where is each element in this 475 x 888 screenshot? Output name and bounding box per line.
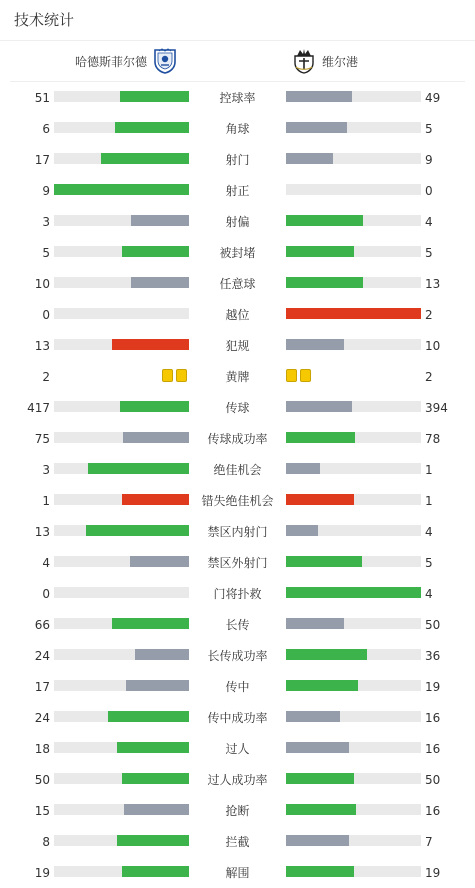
away-stat-bar [286, 401, 352, 412]
home-stat-bar [131, 277, 189, 288]
home-stat-bar-track [54, 556, 189, 567]
home-stat-value: 13 [34, 339, 50, 353]
away-stat-bar [286, 153, 333, 164]
away-stat-bar [286, 711, 340, 722]
away-stat-bar-track [286, 556, 421, 567]
away-stat-bar-track [286, 215, 421, 226]
stat-row [0, 206, 475, 237]
stat-label: 任意球 [219, 277, 256, 291]
stat-row [0, 268, 475, 299]
home-stat-bar [117, 835, 189, 846]
away-stat-bar [286, 122, 347, 133]
stat-label: 错失绝佳机会 [201, 494, 274, 508]
yellow-card-icon [300, 369, 311, 382]
stat-row [0, 175, 475, 206]
stat-row [0, 826, 475, 857]
home-stat-bar-track [54, 246, 189, 257]
away-stat-bar [286, 649, 367, 660]
away-stat-bar-track [286, 184, 421, 195]
away-stat-value: 0 [425, 184, 433, 198]
home-stat-value: 24 [34, 711, 50, 725]
stat-label: 越位 [225, 308, 250, 322]
home-stat-bar [126, 680, 189, 691]
stat-label: 射偏 [225, 215, 250, 229]
stat-row [0, 764, 475, 795]
home-stat-bar [108, 711, 189, 722]
home-stat-value: 0 [42, 587, 50, 601]
home-stat-value: 51 [34, 91, 50, 105]
away-stat-bar-track [286, 91, 421, 102]
home-stat-value: 24 [34, 649, 50, 663]
away-stat-value: 4 [425, 587, 433, 601]
away-stat-value: 19 [425, 866, 441, 880]
stat-row [0, 237, 475, 268]
home-stat-bar [112, 618, 189, 629]
away-stat-bar-track [286, 153, 421, 164]
away-stat-value: 16 [425, 742, 441, 756]
away-stat-bar-track [286, 463, 421, 474]
home-stat-bar [117, 742, 189, 753]
away-team-name: 维尔港 [322, 54, 359, 69]
stat-label: 绝佳机会 [213, 463, 262, 477]
away-stat-bar [286, 525, 318, 536]
stat-label: 过人成功率 [207, 773, 268, 787]
away-stat-bar [286, 91, 352, 102]
home-stat-value: 15 [34, 804, 50, 818]
stat-row [0, 795, 475, 826]
home-stat-bar [115, 122, 189, 133]
away-stat-value: 4 [425, 525, 433, 539]
home-stat-value: 3 [42, 463, 50, 477]
away-stat-value: 5 [425, 556, 433, 570]
away-yellow-cards [286, 369, 311, 382]
home-stat-bar-track [54, 277, 189, 288]
home-stat-bar-track [54, 401, 189, 412]
away-stat-bar-track [286, 339, 421, 350]
home-stat-value: 0 [42, 308, 50, 322]
away-stat-value: 1 [425, 463, 433, 477]
stat-row [0, 361, 475, 392]
stat-row [0, 857, 475, 888]
away-stat-bar-track [286, 804, 421, 815]
home-stat-value: 17 [34, 153, 50, 167]
stat-row [0, 485, 475, 516]
home-stat-value: 3 [42, 215, 50, 229]
away-stat-bar-track [286, 494, 421, 505]
away-stat-value: 9 [425, 153, 433, 167]
home-stat-bar-track [54, 866, 189, 877]
away-stat-bar-track [286, 835, 421, 846]
away-stat-value: 2 [425, 370, 433, 384]
home-stat-bar [123, 432, 189, 443]
away-stat-bar-track [286, 618, 421, 629]
stat-row [0, 671, 475, 702]
away-stat-bar [286, 308, 421, 319]
away-stat-bar [286, 804, 356, 815]
away-stat-bar [286, 215, 363, 226]
away-stat-bar-track [286, 866, 421, 877]
away-stat-bar-track [286, 649, 421, 660]
away-stat-value: 16 [425, 804, 441, 818]
home-stat-value: 17 [34, 680, 50, 694]
stat-label: 拦截 [225, 835, 250, 849]
home-stat-bar-track [54, 525, 189, 536]
away-stat-bar [286, 866, 354, 877]
stat-row [0, 454, 475, 485]
team-header [10, 41, 465, 82]
home-team-name: 哈德斯菲尔德 [74, 54, 147, 69]
stat-label: 犯规 [225, 339, 250, 353]
home-stat-bar-track [54, 215, 189, 226]
away-stat-bar-track [286, 308, 421, 319]
away-stat-value: 50 [425, 618, 441, 632]
home-stat-bar-track [54, 463, 189, 474]
stats-list [0, 82, 475, 888]
stat-label: 门将扑救 [213, 587, 262, 601]
away-stat-value: 7 [425, 835, 433, 849]
yellow-card-icon [286, 369, 297, 382]
stat-row [0, 113, 475, 144]
stat-label: 控球率 [219, 91, 256, 105]
away-stat-bar [286, 277, 363, 288]
home-stat-bar-track [54, 773, 189, 784]
home-stat-bar [135, 649, 189, 660]
stat-row [0, 516, 475, 547]
away-stat-bar-track [286, 742, 421, 753]
home-stat-bar [120, 401, 189, 412]
away-stat-value: 4 [425, 215, 433, 229]
home-stat-value: 9 [42, 184, 50, 198]
home-stat-bar-track [54, 308, 189, 319]
away-stat-bar [286, 618, 344, 629]
away-stat-bar [286, 742, 349, 753]
away-stat-value: 10 [425, 339, 441, 353]
home-stat-value: 417 [27, 401, 50, 415]
home-stat-bar [88, 463, 189, 474]
away-stat-value: 13 [425, 277, 441, 291]
stat-row [0, 392, 475, 423]
away-stat-value: 5 [425, 246, 433, 260]
away-stat-value: 16 [425, 711, 441, 725]
home-stat-bar [122, 773, 190, 784]
home-stat-bar-track [54, 835, 189, 846]
away-stat-bar-track [286, 401, 421, 412]
stat-label: 抢断 [225, 804, 250, 818]
away-team[interactable] [292, 48, 358, 74]
home-stat-bar-track [54, 587, 189, 598]
away-stat-bar [286, 494, 354, 505]
stat-row [0, 299, 475, 330]
home-stat-value: 2 [42, 370, 50, 384]
stat-row [0, 640, 475, 671]
home-stat-bar-track [54, 618, 189, 629]
stat-label: 长传 [225, 618, 250, 632]
yellow-card-icon [162, 369, 173, 382]
home-stat-bar [86, 525, 189, 536]
home-stat-bar-track [54, 649, 189, 660]
away-stat-value: 2 [425, 308, 433, 322]
home-stat-bar-track [54, 153, 189, 164]
away-stat-bar-track [286, 525, 421, 536]
home-stat-bar [120, 91, 189, 102]
away-stat-value: 19 [425, 680, 441, 694]
away-stat-value: 5 [425, 122, 433, 136]
away-stat-bar [286, 835, 349, 846]
away-stat-bar [286, 556, 362, 567]
home-stat-bar-track [54, 494, 189, 505]
home-stat-bar [122, 494, 190, 505]
home-stat-value: 8 [42, 835, 50, 849]
home-yellow-cards [162, 369, 187, 382]
away-stat-value: 78 [425, 432, 441, 446]
away-stat-bar-track [286, 680, 421, 691]
stat-label: 被封堵 [219, 246, 256, 260]
huddersfield-crest-icon [153, 48, 177, 74]
stat-row [0, 144, 475, 175]
away-stat-bar-track [286, 711, 421, 722]
home-stat-bar-track [54, 91, 189, 102]
stat-label: 传中 [225, 680, 250, 694]
home-stat-bar-track [54, 432, 189, 443]
stat-row [0, 423, 475, 454]
away-stat-bar-track [286, 587, 421, 598]
home-stat-bar-track [54, 804, 189, 815]
away-stat-value: 50 [425, 773, 441, 787]
away-stat-bar [286, 339, 344, 350]
home-stat-value: 10 [34, 277, 50, 291]
stat-row [0, 547, 475, 578]
away-stat-value: 1 [425, 494, 433, 508]
home-stat-bar [131, 215, 189, 226]
port-vale-crest-icon [292, 48, 316, 74]
home-stat-value: 75 [34, 432, 50, 446]
home-stat-value: 50 [34, 773, 50, 787]
away-stat-bar [286, 773, 354, 784]
home-stat-bar-track [54, 680, 189, 691]
stat-label: 过人 [225, 742, 250, 756]
stat-row [0, 82, 475, 113]
home-stat-bar [130, 556, 189, 567]
home-stat-value: 5 [42, 246, 50, 260]
home-stat-value: 6 [42, 122, 50, 136]
away-stat-value: 394 [425, 401, 448, 415]
away-stat-value: 36 [425, 649, 441, 663]
stat-label: 禁区外射门 [207, 556, 268, 570]
stat-label: 传中成功率 [207, 711, 268, 725]
away-stat-bar [286, 680, 358, 691]
stat-label: 传球成功率 [207, 432, 268, 446]
stat-row [0, 578, 475, 609]
away-stat-bar [286, 432, 355, 443]
home-team[interactable] [75, 48, 177, 74]
yellow-card-icon [176, 369, 187, 382]
away-stat-bar [286, 246, 354, 257]
home-stat-bar-track [54, 339, 189, 350]
away-stat-value: 49 [425, 91, 441, 105]
stat-label: 射正 [225, 184, 250, 198]
home-stat-value: 66 [34, 618, 50, 632]
home-stat-bar [54, 184, 189, 195]
away-stat-bar-track [286, 122, 421, 133]
stat-label: 角球 [225, 122, 250, 136]
home-stat-value: 19 [34, 866, 50, 880]
away-stat-bar-track [286, 277, 421, 288]
stat-row [0, 733, 475, 764]
home-stat-bar [124, 804, 189, 815]
stat-label: 黄牌 [225, 370, 250, 384]
stat-label: 长传成功率 [207, 649, 268, 663]
away-stat-bar-track [286, 773, 421, 784]
page-title: 技术统计 [0, 0, 475, 41]
home-stat-bar-track [54, 122, 189, 133]
home-stat-bar-track [54, 184, 189, 195]
stat-label: 禁区内射门 [207, 525, 268, 539]
home-stat-bar [101, 153, 189, 164]
home-stat-bar [122, 246, 190, 257]
home-stat-value: 4 [42, 556, 50, 570]
away-stat-bar [286, 587, 421, 598]
home-stat-value: 13 [34, 525, 50, 539]
home-stat-value: 18 [34, 742, 50, 756]
home-stat-bar [122, 866, 190, 877]
stat-row [0, 609, 475, 640]
home-stat-bar [112, 339, 189, 350]
stat-label: 传球 [225, 401, 250, 415]
stat-label: 射门 [225, 153, 250, 167]
away-stat-bar-track [286, 432, 421, 443]
away-stat-bar-track [286, 246, 421, 257]
away-stat-bar [286, 463, 320, 474]
home-stat-value: 1 [42, 494, 50, 508]
stat-row [0, 330, 475, 361]
stat-label: 解围 [225, 866, 250, 880]
home-stat-bar-track [54, 711, 189, 722]
stat-row [0, 702, 475, 733]
home-stat-bar-track [54, 742, 189, 753]
